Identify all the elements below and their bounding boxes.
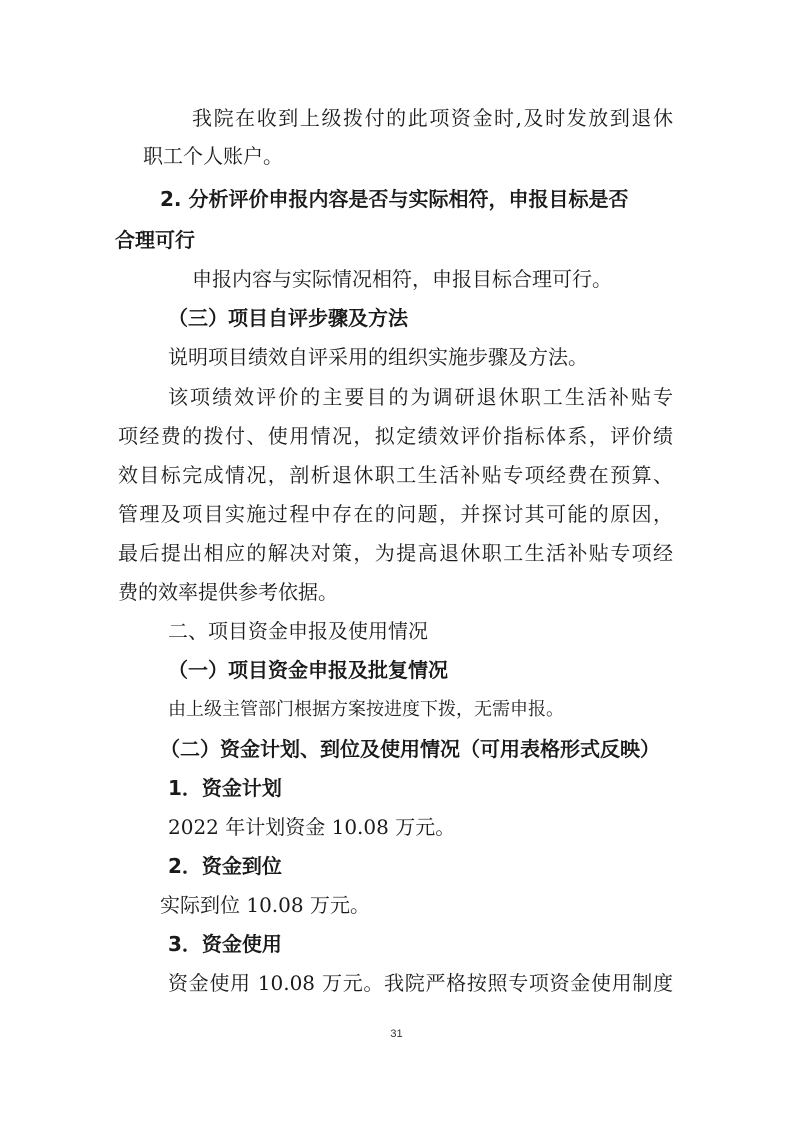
section-heading: （二）资金计划、到位及使用情况（可用表格形式反映） [160,737,660,761]
subheading: 2．资金到位 [168,854,282,878]
paragraph-line: 管理及项目实施过程中存在的问题，并探讨其可能的原因， [118,502,673,526]
paragraph-line: 申报内容与实际情况相符，申报目标合理可行。 [192,267,612,291]
subheading: 1．资金计划 [168,776,282,800]
page-number: 31 [390,1028,403,1040]
section-heading: （一）项目资金申报及批复情况 [168,658,448,682]
chapter-heading: 二、项目资金申报及使用情况 [168,619,428,643]
paragraph-line: 说明项目绩效自评采用的组织实施步骤及方法。 [168,345,588,369]
subheading: 3．资金使用 [168,932,282,956]
paragraph-line: 效目标完成情况，剖析退休职工生活补贴专项经费在预算、 [118,463,673,487]
numbered-heading: 2. 分析评价申报内容是否与实际相符，申报目标是否 [160,187,629,211]
paragraph-line: 该项绩效评价的主要目的为调研退休职工生活补贴专 [168,385,673,409]
paragraph-line: 项经费的拨付、使用情况，拟定绩效评价指标体系，评价绩 [118,424,673,448]
paragraph-line: 实际到位 10.08 万元。 [160,893,370,917]
paragraph-line: 职工个人账户。 [143,144,283,168]
paragraph-line: 最后提出相应的解决对策，为提高退休职工生活补贴专项经 [118,541,673,565]
paragraph-line: 2022 年计划资金 10.08 万元。 [168,815,456,839]
paragraph-line: 资金使用 10.08 万元。我院严格按照专项资金使用制度 [168,971,673,995]
paragraph-line: 我院在收到上级拨付的此项资金时,及时发放到退休 [192,106,673,130]
section-heading: （三）项目自评步骤及方法 [168,306,408,330]
numbered-heading-continuation: 合理可行 [115,228,195,252]
paragraph-line: 费的效率提供参考依据。 [118,580,338,604]
paragraph-line: 由上级主管部门根据方案按进度下拨，无需申报。 [168,699,564,720]
